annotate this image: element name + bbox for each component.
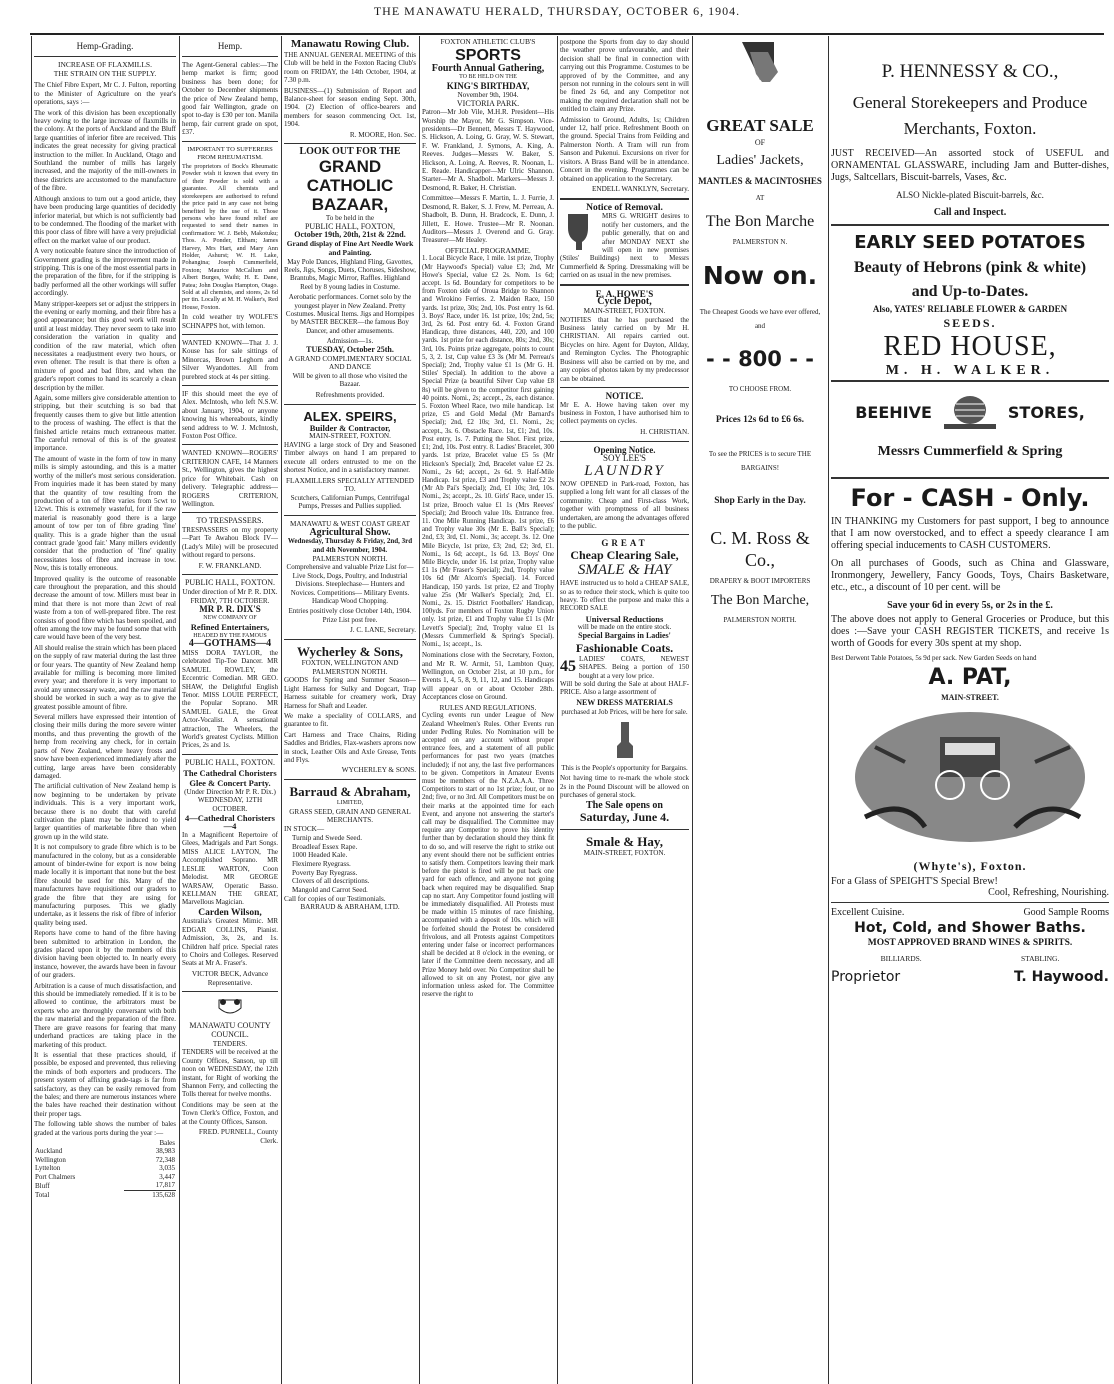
column-divider: [557, 36, 558, 1384]
ad-title: Barraud & Abraham,: [289, 784, 411, 800]
ad-title: RED HOUSE,: [883, 331, 1057, 362]
ad-title: E. A. HOWE'S: [595, 288, 654, 299]
ad-title: General Storekeepers and Produce Merchants, Foxton.: [852, 93, 1088, 138]
paragraph: Australia's Greatest Mimic. MR EDGAR COLLINS, Pianist. Admission, 3s, 2s, and 1s. Children half price. Special rates to Choirs and Colleges. Reserved Seats at Mr A. Fraser's.: [182, 917, 278, 968]
ad-subheading: LIMITED,: [336, 800, 364, 807]
paragraph: The artificial cultivation of New Zealand hemp is now beginning to be undertaken by private individuals. This is a very important work, because there is no doubt that with careful cultivation the plant may be induced to yield larger quantities of marketable fibre than when grown up in the wild state.: [34, 782, 176, 841]
beehive-banner: [831, 392, 1109, 432]
classified-ad: WANTED KNOWN—That J. J. Kouse has for sale sittings of Minorcas, Brown Leghorn and Silver Wyandottes. All from purebred stock at 4s per sitting.: [182, 339, 278, 381]
column-hemp-ads: [182, 38, 278, 1382]
ad-subheading: TO CHOOSE FROM.: [728, 385, 792, 394]
pointing-hand-icon: [730, 42, 790, 342]
ad-subheading: Save your 6d in every 5s, or 2s in the £.: [887, 600, 1053, 611]
ad-detail: STABLING.: [1020, 954, 1060, 963]
ad-subheading: NEW COMPANY OF: [203, 615, 257, 622]
article-title: Hemp.: [217, 41, 243, 51]
ad-detail: Admission—1s.: [326, 337, 374, 346]
column-divider: [31, 36, 32, 1384]
paragraph: NOTIFIES that he has purchased the Business lately carried on by Mr H. CHRISTIAN. All repairs carried out. Bicycles on hire. Agent for Dayton, Allday, and Remington Cycles. The Photographic Business will also be carried on by me, and any copies of photos taken by my predecessor can be obtained.: [560, 315, 689, 383]
ad-subheading: DRAPERY & BOOT IMPORTERS: [709, 577, 811, 586]
paragraph: Several millers have expressed their intention of closing their mills during the more severe winter months, and thus preventing the growth of the hemp from receiving any check, for in certain parts of New Zealand, where heavy frosts and snow have been experienced immediately after the cutting, large areas have been considerably damaged.: [34, 713, 176, 780]
pointing-hand-icon: [560, 212, 600, 252]
paragraph: Patron—Mr Job Vile, M.H.R. President—His Worship the Mayor, Mr G. Simpson. Vice-presidents—Dr Bennett, Messrs T. Haywood, S. Hickson, A. Loing, G. Gray, W. S. Stewart, F. W. Frankland, J. Symons, A. King, A. Reeves. Judges—Messrs W. Baker, S. Hickson, A. Loing, A. Reeves, R. Noonan, L. E. Reade. Handicapper—Mr Ulric Shannon. Starter—Mr A. Shadbolt. Markers—Messrs J. Desmond, R. Baker, H. Christian.: [422, 108, 554, 192]
paragraph: Will be sold during the Sale at about HALF-PRICE. Also a large assortment of: [560, 680, 689, 697]
ad-subheading: MOST APPROVED BRAND WINES & SPIRITS.: [867, 938, 1073, 948]
ad-subheading: GREAT: [601, 538, 648, 549]
ad-address: MAIN-STREET.: [941, 693, 999, 702]
ad-title: SPORTS: [455, 46, 521, 64]
ad-detail: Call for copies of our Testimonials.: [284, 894, 386, 903]
paragraph: Arbitration is a cause of much dissatisfaction, and this should be immediately remedied. If it is to be allowed to continue, the arbitrators must be experts who are thoroughly conversant with both the raw material and the preparation of the fibre. There are grave reasons for fearing that many underhand practices are taking place in the marketing of this product.: [34, 981, 176, 1049]
ad-title: Smale & Hay,: [586, 834, 663, 850]
paragraph: Although anxious to turn out a good article, they have been producing large quantities of decidedly inferior material, but which is not sufficiently bad to be condemned. The flooding of the market with this poor class of fibre will have a very prejudicial effect on the market value of our product.: [34, 194, 176, 245]
paragraph: IN THANKING my Customers for past support, I beg to announce that I am now overstocked, and to effect a speedy clearance I am offering special inducements to CASH CUSTOMERS.: [831, 516, 1109, 551]
ad-date: TUESDAY, October 25th.: [306, 344, 394, 354]
ad-subheading: RULES AND REGULATIONS.: [439, 702, 537, 712]
coats-offer: [560, 655, 689, 680]
ad-subheading: TENDERS.: [212, 1039, 248, 1048]
paragraph: LADIES' COATS, NEWEST SHAPES. Being a portion of 150 bought at a very low price.: [579, 654, 689, 680]
ad-subheading: The Sale opens on: [586, 799, 663, 811]
ad-title: Cheap Clearing Sale,: [570, 548, 679, 563]
ad-heading: PUBLIC HALL, FOXTON.: [184, 578, 276, 588]
ad-title: Agricultural Show.: [309, 526, 391, 538]
ad-subheading: Grand display of Fine Art Needle Work and Painting.: [286, 239, 414, 257]
ad-title: Wycherley & Sons,: [296, 643, 404, 659]
ad-title: A. PAT,: [928, 665, 1012, 690]
table-header: Bales: [159, 1138, 175, 1147]
ad-title: M. H. WALKER.: [885, 363, 1055, 378]
paragraph: Cart Harness and Trace Chains, Riding Saddles and Bridles, Flax-washers aprons now in stock, Leather Oils and Axle Grease, Tents and Flys.: [284, 730, 416, 764]
paragraph: The proprietors of Bock's Rheumatic Powder wish it known that every tin of their Powder is sold with a guarantee. All chemists and storekeepers are authorised to refund the price paid in any case not being benefited by the use of it. Those persons who have found relief are requested to send their names in confirmation: W. J. Bebb, Makotuku; Thos. A. Ponder, Eltham; James Harvey, Mrs Hart, and Mary Ann Holder, Ashurst; W. H. Lake, Pohangina; Joseph Cummerfield, Foxton; Maurice McCallum and Albert Burges, Waihi; H. E. Dane, Patea; John Douglas Hampton, Otago. Sold at all chemists, and stores, 2s 6d per tin. Locally at M. H. Walker's, Red House, Foxton.: [182, 163, 278, 311]
column-divider: [692, 36, 693, 1384]
table-row: Lyttelton 3,035: [35, 1164, 175, 1173]
ad-title: The Cathedral Choristers Glee & Concert Party.: [183, 767, 277, 788]
column-notices: [560, 38, 689, 1382]
ad-subheading: Call and Inspect.: [933, 207, 1007, 218]
list-item: Fleximere Ryegrass.: [292, 859, 351, 868]
table-row: Port Chalmers 3,447: [35, 1172, 175, 1181]
paragraph: HAVING a large stock of Dry and Seasoned Timber always on hand I am prepared to execute all orders entrusted to me on the shortest Notice, and in a satisfactory manner.: [284, 440, 416, 475]
article-title: Hemp-Grading.: [76, 41, 134, 51]
ad-subheading: Under direction of Mr P. R. DIX.: [182, 588, 278, 597]
column-store-ads: [831, 38, 1109, 1382]
ad-title: C. M. Ross & Co.,: [710, 528, 810, 571]
ad-subheading: OF: [754, 138, 766, 147]
paragraph: postpone the Sports from day to day should the weather prove unfavourable, and their decision shall be final in connection with carrying out this Programme. Costumes to be approved of by the Committee, and any person not running in the colours sent in will be fined 2s 6d, and any Competitor not making the required declaration shall not be entitled to claim any Prize.: [560, 38, 689, 114]
paragraph: MISS DORA TAYLOR, the celebrated Tip-Toe Dancer. MR SAMUEL ROWLEY, the Eccentric Comedian. MR GEO. SHAW, the Delightful English Tenor. MISS LOUIE PERFECT, the Popular Soprano. MR SAMUEL GALE, the Great Actor-Vocalist. A sensational attraction, The Wheelers, the World's greatest Cyclists. Million Prices, 2s and 1s.: [182, 648, 278, 750]
ad-subheading: TO BE HELD ON THE: [459, 74, 517, 81]
ad-title: P. HENNESSY & CO.,: [881, 61, 1059, 82]
ad-title: (Whyte's), Foxton.: [913, 859, 1027, 873]
signature: ENDELL WANKLYN, Secretary.: [591, 184, 689, 193]
ad-title: GRAND CATHOLIC BAZAAR,: [306, 157, 394, 215]
paragraph: purchased at Job Prices, will be here for sale.: [561, 707, 688, 716]
ad-subheading: GRASS SEED, GRAIN AND GENERAL MERCHANTS.: [289, 807, 411, 825]
ad-subheading: PUBLIC HALL, FOXTON,: [304, 221, 396, 231]
ad-subheading: FLAXMILLERS SPECIALLY ATTENDED TO.: [286, 476, 414, 494]
paragraph: It is essential that these practices should, if possible, be exposed and prevented, thus relieving the minds of both exporters and producers. The present system of affixing grade-tags is far from satisfactory, as they can be easily removed from the bales; and there are numerous instances where the bales have reached their destination without their proper tags.: [34, 1050, 176, 1118]
paragraph: Aerobatic performances. Cornet solo by the youngest player in New Zealand. Pretty Costumes. Musical Items. Jigs and Hornpipes by MASTER BECKER—the famous Boy Dancer, and other amusements.: [285, 293, 415, 335]
list-item: Broadleaf Essex Rape.: [292, 842, 358, 851]
classified-ad: WANTED KNOWN—ROGERS' CRITERION CAFE, 14 Manners St., Wellington, gives the highest price for Whitebait. Cash on delivery. Telegraphic address— ROGERS CRITERION, Wellington.: [182, 449, 278, 508]
ad-detail: Best Derwent Table Potatoes, 5s 9d per sack. New Garden Seeds on hand: [831, 654, 1037, 662]
ad-subheading: To be held in the: [325, 214, 375, 223]
paragraph: Improved quality is the outcome of reasonable care throughout the preparation, and this should decrease the amount of tow. Millers must bear in mind that there is not more than 2cwt of real waste from a ton of well-prepared fibre. The rest consists of good fibre which has been spoiled, and often among the tow may be found some that with care would have been of the very best.: [34, 574, 176, 642]
ad-detail: Excellent Cuisine.: [831, 907, 905, 918]
column-divider: [828, 36, 829, 1384]
paragraph: We make a speciality of COLLARS, and guarantee to fit.: [284, 711, 416, 729]
ad-title: BEEHIVE: [855, 402, 932, 422]
paragraph: THE ANNUAL GENERAL MEETING of this Club will be held in the Foxton Racing Club's room on FRIDAY, the 14th October, 1904, at 7.30 p.m.: [284, 51, 416, 85]
paragraph: May Pole Dances, Highland Fling, Gavottes, Reels, Jigs, Songs, Duets, Choruses, Sideshow, Brantubs, Magic Mirror, Raffles. Highland Reel by 8 young ladies in Costume.: [284, 257, 416, 291]
ad-date: October 19th, 20th, 21st & 22nd.: [294, 230, 406, 240]
ad-subheading: Also, YATES' RELIABLE FLOWER & GARDEN: [872, 304, 1068, 314]
ad-detail: For a Glass of SPEIGHT'S Special Brew!: [831, 876, 998, 887]
ad-subheading: Shop Early in the Day.: [714, 495, 806, 506]
paragraph: Comprehensive and valuable Prize List for— Live Stock, Dogs, Poultry, and Industrial Divisions. Steeplechase— Hunters and Novices. Competitions— Military Events. Handicap Wood Chopping.: [286, 563, 414, 605]
ad-address: MAIN-STREET, FOXTON.: [583, 306, 666, 315]
pointing-hand-icon: [615, 720, 635, 760]
ad-subheading: NEW DRESS MATERIALS: [576, 697, 673, 707]
classified-ad: IF this should meet the eye of Alex. McIntosh, who left N.S.W. about January, 1904, or anyone knowing his whereabouts, kindly send address to W. J. McIntosh, Foxton Post Office.: [182, 390, 278, 441]
ad-date: WEDNESDAY, 12TH OCTOBER.: [197, 796, 263, 813]
ad-subheading: (Under Direction Mr P. R. Dix.): [184, 787, 276, 796]
ad-title: Notice of Removal.: [586, 202, 663, 213]
ad-row: [831, 968, 1109, 986]
ad-title: ALEX. SPEIRS,: [303, 408, 397, 424]
paragraph: Reports have come to hand of the fibre having been submitted to arbitration in London, the grades placed upon it by the members of this division having been objected to. In nearly every instance, however, the awards have been in favour of our graders.: [34, 929, 176, 980]
ad-address: VICTORIA PARK.: [456, 98, 520, 108]
paragraph: The above does not apply to General Groceries or Produce, but this does :—Save your CASH REGISTER TICKETS, and receive 1s worth of Goods for every 30s spent at my shop.: [831, 614, 1109, 649]
ad-address: PALMERSTON NORTH.: [723, 615, 797, 624]
ad-title: Hot, Cold, and Shower Baths.: [854, 920, 1086, 936]
ad-title: Cycle Depot,: [597, 296, 652, 308]
signature: BARRAUD & ABRAHAM, LTD.: [300, 903, 400, 912]
paragraph: Not having time to re-mark the whole stock 2s in the Pound Discount will be allowed on purchases of general stock.: [560, 774, 689, 800]
ad-subheading: MANTLES & MACINTOSHES: [698, 175, 822, 186]
paragraph: MRS G. WRIGHT desires to notify her customers, and the public generally, that on and after MONDAY NEXT she will open in new premises (Stiles' Buildings) next to Messrs Cummerfield & Spring. Dressmaking will be carried on as usual in the new premises.: [560, 212, 689, 280]
coats-count: 45: [560, 658, 576, 676]
ad-title: Carden Wilson,: [198, 907, 262, 918]
column-sports: [422, 38, 554, 1382]
list-item: Clovers of all descriptions.: [292, 877, 370, 886]
signature: FRED. PURNELL, County Clerk.: [198, 1128, 278, 1145]
ad-subheading: SOY LEE'S: [602, 453, 647, 464]
paragraph: In a Magnificent Repertoire of Glees, Madrigals and Part Songs. MISS ALICE LAYTON, The Accomplished Soprano. MR LESLIE WARTON, Coon Melodist. MR GEORGE WARSAW, Operatic Basso. KELLMAN THE GREAT, Marvellous Magician.: [182, 831, 278, 907]
paragraph: 1. Local Bicycle Race, 1 mile. 1st prize, Trophy (Mr Haywood's Special) value £3; 2nd, Mr Howe's Special, value £2 2s. Nom. 1s 6d; accept. 1s 6d. Boundary for competitors to be from Foxton side of Oroua Bridge to Shannon and Wirokino Ferries. 2. Maiden Race, 150 yards. 1st prize, 30s; 2nd, 10s. Post entry 1s 6d. 3. Boys' Race, under 16. 1st prize, 10s; 2nd, 5s; 3rd, 2s 6d. Post entry 6d. 4. Foxton Grand Handicap, three distances, 440, 220, and 100 yards. 1st prize for each distance, 80s; 2nd, 30s; 3rd, 10s. Points prize aggregate, points to count 5, 3, 2. 1st, Cup value £3 3s (Mr M. Perreau's Special); 2nd, Trophy value £1 1s (Mr G. H. Stiles' Special). In addition to the above a Special Prize (a beautiful Silver Cup value £8 8s) will be given to the competitor first gaining 40 points. Nomi., 2s; accept., 2s, each distance. 5. Foxton Wheel Race, two mile handicap. 1st prize, £5 and Gold Medal (Mr Barnard's Special); 2nd, £2 10s; 3rd, £1. Nomi., 2s; accept., 3s. 6. Obstacle Race. 1st, £1; 2nd, 10s. Post entry, 1s. 7. Putting the Shot. First prize, £1; 2nd, 10s. Post entry. 8. Ladies' Bracelet, 300 yards. 1st prize, Bracelet value £5 5s (Mr Hickson's Special); 2nd, Bracelet value £2 2s. Nomi., 2s 6d; accept., 2s 6d. 9. Half-Mile Handicap. 1st prize, £3 and Trophy value £2 2s (Mr Ab Pai's Special); 2nd, £1 10s; 3rd, 10s. Nomi., 2s; accept., 2s. 10. Girls' Race, under 15. 1st prize, Brooch value £1 1s (Mrs Reeves' Special); 2nd Brooch value 10s. Entrance free. 11. One Mile Running Handicap. 1st prize, £6 and Trophy value 30s (Mr E. Ball's Special); 2nd, £3; 3rd, £1. Nomi., 3s; accept. 3s. 12. One Mile Bicycle, 1st prize, £3; 2nd, £2; 3rd, £1. Nomi., 1s 6d; accept., 1s 6d. 13. Boys' One Mile Bicycle, under 16. 1st prize, Trophy value £1 1s (Mr Fraser's Special); 2nd, Trophy value 10s 6d (Mr Alcorn's Special). 14. Forced Handicap, 150 yards. 1st prize, £2 and Trophy value 25s (Mr Walker's Special); 2nd, £1. Nomi., 2s. 15. District Footballers' Handicap, 100yds. For members of Foxton Rugby Union only. 1st prize, £1 and Trophy value £1 1s (Mr Levett's Special); 2nd, Trophy value £1 1s (Messrs Cummerfield & Spring's Special). Nomi., 1s; accept., 1s.: [422, 255, 554, 648]
ad-heading: MANAWATU COUNTY COUNCIL.: [189, 1021, 271, 1039]
list-item: Mangold and Carrot Seed.: [292, 886, 368, 895]
paragraph: To see the PRICES is to secure THE BARGAINS!: [708, 449, 812, 472]
ad-row: [831, 953, 1109, 964]
paragraph: This is the People's opportunity for Bargains.: [561, 763, 688, 772]
paragraph: Entries positively close October 14th, 1904. Prize List post free.: [288, 607, 412, 624]
masthead-rule: [30, 33, 1104, 35]
article-subhead: INCREASE OF FLAXMILLS.: [58, 60, 152, 69]
paragraph: JUST RECEIVED—An assorted stock of USEFUL and ORNAMENTAL GLASSWARE, including Jam and Butter-dishes, Jugs, Saltcellars, Biscuit-barrels, Vases, &c.: [831, 148, 1109, 183]
ad-date: Wednesday, Thursday & Friday, 2nd, 3rd and 4th November, 1904.: [287, 537, 413, 554]
signature: WYCHERLEY & SONS.: [341, 766, 416, 775]
column-divider: [281, 36, 282, 1384]
paragraph: NOW OPENED in Park-road, Foxton, has supplied a long felt want for all classes of the community. Cheap and First-class Work, together with promptness of all business undertaken, are among the advantages offered to the public.: [560, 479, 689, 530]
ad-detail: Refreshments provided.: [315, 390, 385, 399]
paragraph: All should realise the strain which has been placed on the supply of raw material during the last three or four years. The quantity of New Zealand hemp available for milling is becoming more limited every year; and therefore it is very important to avoid any unnecessary waste, and the raw material should be worked in such a way as to give the greatest possible amount of fibre.: [34, 643, 176, 711]
column-hemp-grading: [34, 38, 176, 1382]
signature: T. Haywood.: [1014, 969, 1109, 985]
ad-title: Refined Entertainers,: [190, 621, 270, 632]
paragraph: The Chief Fibre Expert, Mr C. J. Fulton, reporting to the Minister of Agriculture on the year's operations, says :—: [34, 81, 176, 107]
column-club-ads: [284, 38, 416, 1382]
paragraph: Admission to Ground, Adults, 1s; Children under 12, half price. Refreshment Booth on the ground. Special Trains from Feilding and Palmerston North. A Tram will run from Sanson and Pukenui. Excursions on river for visitors. A Brass Band will be in attendance. Concert in the evening. Programmes can be obtained on application to the Secretary.: [560, 115, 689, 183]
list-item: Turnip and Swede Seed.: [292, 833, 363, 842]
ad-title: LOOK OUT FOR THE: [299, 146, 401, 158]
ad-title: STORES,: [1007, 402, 1085, 422]
ad-title: LAUNDRY: [584, 462, 665, 479]
column-divider: [419, 36, 420, 1384]
ad-address: PALMERSTON N.: [732, 238, 788, 247]
paragraph: Many stripper-keepers set or adjust the strippers in the evening or early morning, and their fibre has a good appearance; but this good work will result until at least midday. They never seem to take into consideration the variation in quality and condition of the raw material, which often necessitates a readjustment every two hours, or even oftener. The result is that there is often a mixture of good and bad fibre, and when the grader's report comes to hand its scarcely a clean description by the miller.: [34, 299, 176, 392]
paragraph: TENDERS will be received at the County Offices, Sanson, up till noon on WEDNESDAY, the 12th instant, for Right of working the Shannon Ferry, and collecting the Tolls thereat for twelve months.: [182, 1048, 278, 1099]
paragraph: The following table shows the number of bales graded at the various ports during the year :—: [34, 1120, 176, 1137]
ad-title: Saturday, June 4.: [579, 810, 670, 825]
ad-detail: BILLIARDS.: [880, 954, 922, 963]
column-divider: [179, 36, 180, 1384]
table-row: Auckland 38,983: [35, 1147, 175, 1156]
table-row: Bluff 17,817: [35, 1181, 175, 1190]
ad-address: MAIN-STREET, FOXTON.: [309, 432, 391, 441]
paragraph: Again, some millers give considerable attention to stripping, but their scutching is so bad that frequently causes them to give but little attention to the process of washing. The effect is that the finished article retains much extraneous matter. The careful removal of this is of the greatest importance.: [34, 394, 176, 453]
article-subhead: THE STRAIN ON THE SUPPLY.: [53, 68, 157, 78]
paragraph: Conditions may be seen at the Town Clerk's Office, Foxton, and at the County Offices, Sanson.: [182, 1100, 278, 1126]
paragraph: Committee—Messrs F. Martin, L. J. Furrie, J. Desmond, R. Baker, S. J. Frew, M. Perreau, A. Shadbolt, B. Dunn, H. Bradcock, E. Dunn, J. Jillett, E. Howe. Trustee—Mr R. Noonan. Auditors—Messrs J. Overend and G. Gray. Treasurer—Mr Healey.: [422, 194, 554, 245]
ad-title: The Bon Marche: [705, 213, 815, 231]
signature: R. MOORE, Hon. Sec.: [349, 130, 416, 139]
ad-title: Fashionable Coats.: [575, 640, 674, 655]
ad-title: Manawatu Rowing Club.: [290, 38, 410, 50]
table-row: Wellington 72,348: [35, 1155, 175, 1164]
paragraph: In cold weather try WOLFE'S SCHNAPPS hot, with lemon.: [182, 313, 278, 330]
ad-title: Fourth Annual Gathering,: [431, 62, 545, 74]
ad-title: - - 800 - -: [706, 347, 814, 372]
paragraph: A very noticeable feature since the introduction of Government grading is the improvement made in stripping. This is one of the most essential parts in the preparation of the fibre, for if the stripping is badly performed all the other workings will suffer accordingly.: [34, 247, 176, 298]
ad-title: For - CASH - Only.: [850, 484, 1090, 512]
coaching-scene-illustration: [845, 707, 1095, 857]
ad-title: KING'S BIRTHDAY,: [446, 81, 530, 92]
ad-title: MR P. R. DIX'S: [199, 604, 261, 615]
ad-subheading: Prices 12s 6d to £6 6s.: [715, 414, 805, 425]
classified-ad: TRESPASSERS on my property—Part Te Awahou Block IV—(Lady's Mile) will be prosecuted without regard to persons.: [182, 526, 278, 560]
ad-address: MAIN-STREET, FOXTON.: [583, 849, 666, 858]
ad-title: 4—Cathedral Choristers—4: [185, 812, 275, 832]
masthead: THE MANAWATU HERALD, THURSDAY, OCTOBER 6, 1904.: [373, 4, 741, 18]
paragraph: HAVE instructed us to hold a CHEAP SALE, so as to reduce their stock, which is quite too heavy. To effect the purpose and make this a RECORD SALE: [560, 579, 689, 613]
ad-subheading: AT: [755, 193, 765, 202]
ad-title: EARLY SEED POTATOES: [854, 232, 1086, 253]
paragraph: BUSINESS—(1) Submission of Report and Balance-sheet for season ending Sept. 30th, 1904. (2) Election of office-bearers and members for season commencing Oct. 1st, 1904.: [284, 86, 416, 129]
paragraph: The Cheapest Goods we have ever offered, and: [699, 308, 821, 331]
ad-title: Now on.: [702, 261, 818, 291]
paragraph: GOODS for Spring and Summer Season— Light Harness for Sulky and Dogcart, Trap Harness suitable for creamery work, Dray Harness for Shaft and Leader.: [284, 676, 416, 710]
ad-title: Ladies' Jackets,: [716, 152, 804, 168]
ad-title: and Up-to-Dates.: [911, 283, 1029, 300]
ad-heading: FOXTON ATHLETIC CLUB'S: [440, 38, 536, 46]
paragraph: On all purchases of Goods, such as China and Glassware, Ironmongery, Jewellery, Fancy Goods, Toys, Chairs Basketware, etc., etc., a discount of 10 per cent. will be: [831, 558, 1109, 593]
ad-address: FOXTON, WELLINGTON AND PALMERSTON NORTH.: [301, 658, 399, 676]
ad-date: FRIDAY, 7TH OCTOBER.: [190, 596, 270, 605]
ad-heading: MANAWATU & WEST COAST GREAT: [289, 519, 411, 528]
paragraph: Nominations close with the Secretary, Foxton, and Mr R. W. Armit, 51, Lambton Quay, Wellington, on October 21st, at 10 p.m., for Events 1, 4, 5, 8, 9, 11, 12, and 15. Handicaps will appear on or about October 28th. Acceptances close on Ground.: [422, 651, 554, 702]
ad-title: Messrs Cummerfield & Spring: [877, 444, 1063, 459]
ad-subheading: Builder & Contractor,: [309, 422, 391, 433]
ad-title: GREAT SALE: [706, 116, 814, 135]
signature: H. CHRISTIAN.: [640, 427, 689, 436]
ad-detail: will be made on the entire stock.: [577, 623, 672, 632]
ad-title: Opening Notice.: [593, 444, 656, 455]
ad-detail: Good Sample Rooms: [1023, 907, 1109, 918]
paragraph: The work of this division has been exceptionally heavy owing to the large increase of flaxmills in the colony. At the ports of Auckland and the Bluff large quantities of inferior fibre are received. This indicates the great necessity for giving practical instruction to the miller. In Auckland, Otago and Southland the number of mills has largely increased, and the majority of the mill-owners in these districts are accustomed to the manufacture of the fibre.: [34, 108, 176, 193]
coat-of-arms-icon: [215, 996, 245, 1018]
beehive-icon: [938, 392, 1002, 432]
ad-detail: Proprietor: [831, 969, 901, 985]
signature: J. C. LANE, Secretary.: [350, 626, 416, 635]
ad-subheading: IN STOCK—: [284, 825, 325, 834]
table-total-row: Total 135,628: [35, 1190, 175, 1199]
ad-detail: ALSO Nickle-plated Biscuit-barrels, &c.: [896, 190, 1044, 200]
signature: F. W. FRANKLAND.: [198, 561, 262, 570]
ad-address: PALMERSTON NORTH.: [312, 554, 388, 563]
ad-subheading: OFFICIAL PROGRAMME.: [445, 245, 531, 255]
signature: VICTOR BECK, Advance Representative.: [191, 969, 269, 987]
paragraph: It is not compulsory to grade fibre which is to be manufactured in the colony, but as a considerable amount of binder-twine for export is now being made locally it is important that none but the best fibre should be used for this. Many of the manufacturers have requisitioned our graders to grade the fibre that they are using for manufacturing purposes. This we gladly undertake, as it lessens the risk of fibre of inferior quality being used.: [34, 843, 176, 927]
ad-heading: TO TRESPASSERS.: [196, 516, 264, 526]
bales-table: [34, 1139, 176, 1200]
ad-subheading: SEEDS.: [943, 316, 997, 330]
list-item: 1000 Headed Kale.: [292, 851, 348, 860]
paragraph: Mr E. A. Howe having taken over my business in Foxton, I have authorised him to collect payments on cycles.: [560, 400, 689, 426]
ad-subheading: Universal Reductions: [585, 613, 664, 624]
ad-heading: PUBLIC HALL, FOXTON.: [184, 757, 276, 767]
ad-title: NOTICE.: [605, 390, 644, 401]
ad-title: 4—GOTHAMS—4: [188, 638, 272, 650]
ad-subheading: HEADED BY THE FAMOUS: [193, 632, 267, 639]
ad-subheading: A GRAND COMPLIMENTARY SOCIAL AND DANCE: [288, 354, 412, 372]
paragraph: The Agent-General cables:—The hemp market is firm; good business has been done; for October to December shipments the price of New Zealand hemp, good fair Wellington, grade on spot to-day is £30 per ton. Manila hemp, fair current grade on spot, £37.: [182, 61, 278, 137]
ad-title: Beauty of Hebrons (pink & white): [853, 259, 1087, 276]
ad-title: The Bon Marche,: [710, 592, 810, 608]
column-bon-marche: [695, 38, 825, 1382]
ad-date: November 9th, 1904.: [457, 90, 519, 99]
ad-detail: Cool, Refreshing, Nourishing.: [988, 887, 1109, 898]
ad-row: [831, 907, 1109, 918]
paragraph: Will be given to all those who visited the Bazaar.: [292, 372, 408, 389]
paragraph: The amount of waste in the form of tow in many mills is simply astounding, and this is a matter worthy of the miller's most serious consideration. From inquiries made it has been stated by many that the quantity of tow resulting from the production of a ton of fibre varies from 5cwt to 12cwt. This is extremely wasteful, for if the raw material is reasonably good there is a large amount of tow per ton of fibre grading 'fine' quality. This is a grade higher than the usual contract grade 'good fair.' Many millers evidently consider that the production of 'fine' quality necessitates loss of fibre and increase in tow. Now, this is totally erroneous.: [34, 454, 176, 573]
ad-title: SMALE & HAY: [577, 562, 672, 579]
ad-subheading: Special Bargains in Ladies': [578, 631, 671, 641]
ad-heading: IMPORTANT TO SUFFERERS FROM RHEUMATISM.: [187, 145, 273, 162]
paragraph: Cycling events run under League of New Zealand Wheelmen's Rules. Other Events run under Pedling Rules. No Nomination will be accepted on any account without proper entrance fees, and a statement of all public performances for past two years (matches included); if not any, the last five performances to be given. Competitors in Amateur Events must be members of the N.Z.A.A.A. Three Competitors to start or no 1st prize; four, or no 2nd; five, or no 3rd. All Competitors must be on their marks at the appointed time for each Event, and anyone not answering the starter's call may be disqualified. The Committee may require any Competitor to prove his identity further than by declaration should they think fit to do so, and will reserve the right to strike out any event should there not be sufficient entries to satisfy them. Competitors leaving their mark before the pistol is fired will be put back one yard for each offence, and anyone not going back when required may be disqualified. Snap cap no start. Any Competitor found jostling will be immediately disqualified. All Protests must be made within 15 minutes of race finishing, accompanied with a deposit of 10s. which will be forfeited should the Protest be considered frivolous, and all Protests against Competitors entering under false or incorrect performances shall be decided at 8 o'clock in the evening, or later if the Committee deem necessary, and all Prize Money held over. No Competitor shall be allowed to sit on any Protest, nor give any information unless asked for. The Committee reserve the right to: [422, 712, 554, 999]
paragraph: Scutchers, Californian Pumps, Centrifugal Pumps, Presses and Pullies supplied.: [290, 494, 410, 511]
list-item: Poverty Bay Ryegrass.: [292, 868, 358, 877]
